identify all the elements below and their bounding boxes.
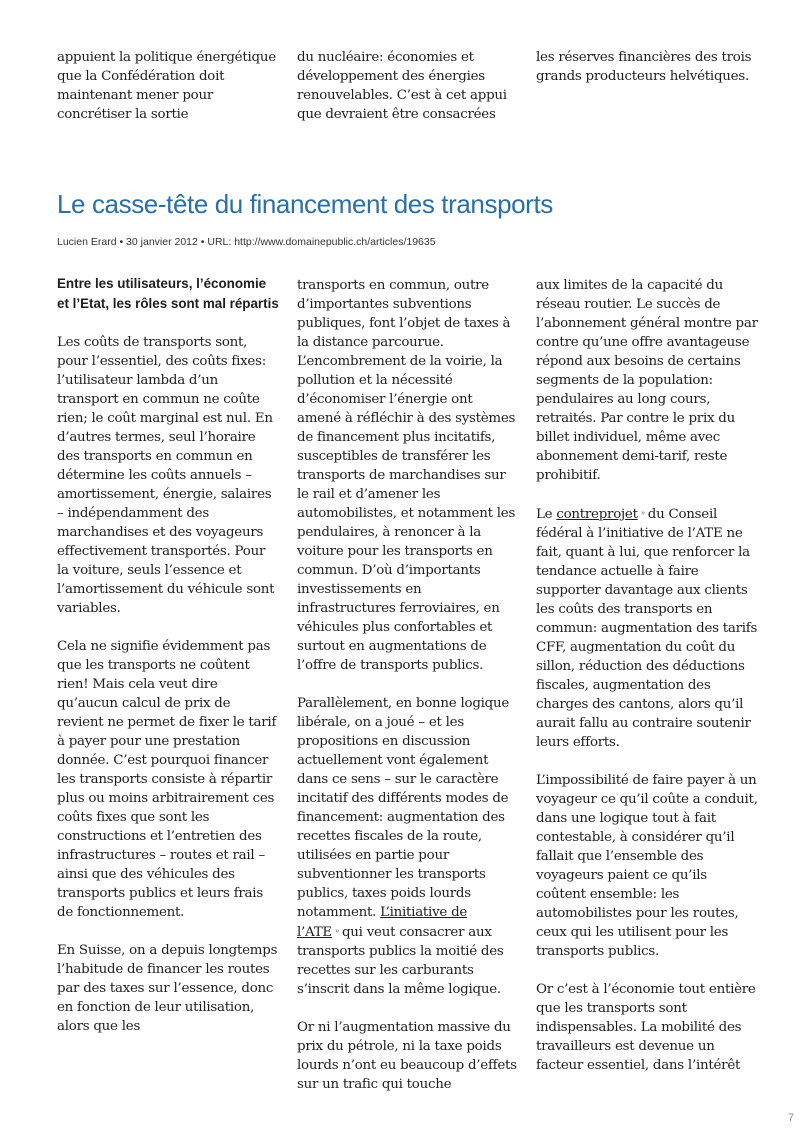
paragraph: En Suisse, on a depuis longtemps l’habitude de financer les routes par des taxes sur l’essence, donc en fonction de leur utilisation, alors que les bbox=[57, 943, 278, 1034]
article-column-2 bbox=[297, 276, 519, 1094]
prev-article-text: du nucléaire: économies et développement des énergies renouvelables. C’est à cet appui que devraient être consacrées bbox=[297, 50, 507, 122]
page-number: 7 bbox=[787, 1112, 794, 1124]
paragraph: aux limites de la capacité du réseau routier. Le succès de l’abonnement général montre par contre qu’une offre avantageuse répond aux besoins de certains segments de la population: pendulaires au long cours, retraités. Par contre le prix du billet individuel, même avec abonnement demi-tarif, reste prohibitif. bbox=[536, 278, 758, 483]
paragraph bbox=[297, 694, 519, 999]
paragraph: transports en commun, outre d’importantes subventions publiques, font l’objet de taxes à la distance parcourue. L’encombrement de la voirie, la pollution et la nécessité d’économiser l’énergie ont amené à réfléchir à des systèmes de financement plus incitatifs, susceptibles de transférer les transports de marchandises sur le rail et d’amener les automobilistes, et notamment les pendulaires, à renoncer à la voiture pour les transports en commun. D’où d’importants investissements en infrastructures ferroviaires, en véhicules plus confortables et surtout en augmentations de l’offre de transports publics. bbox=[297, 278, 516, 673]
article-lead: Entre les utilisateurs, l’économie et l’Etat, les rôles sont mal répartis bbox=[57, 276, 279, 311]
paragraph: Cela ne signifie évidemment pas que les transports ne coûtent rien! Mais cela veut dire qu’aucun calcul de prix de revient ne permet de fixer le tarif à payer pour une prestation donnée. C’est pourquoi financer les transports consiste à répartir plus ou moins arbitrairement ces coûts fixes que sont les constructions et l’entretien des infrastructures – routes et rail – ainsi que des véhicules des transports publics et leurs frais de fonctionnement. bbox=[57, 639, 277, 920]
paragraph: L’impossibilité de faire payer à un voyageur ce qu’il coûte a conduit, dans une logique tout à fait contestable, à considérer qu’il fallait que l’ensemble des voyageurs paient ce qu’ils coûtent ensemble: les automobilistes pour les routes, ceux qui les utilisent pour les transports publics. bbox=[536, 773, 758, 959]
paragraph bbox=[536, 504, 758, 752]
paragraph: Or c’est à l’économie tout entière que les transports sont indispensables. La mobilité des travailleurs est devenue un facteur essentiel, dans l’intérêt bbox=[536, 982, 756, 1073]
prev-article-column-3 bbox=[536, 48, 758, 86]
prev-article-column-2 bbox=[297, 48, 519, 124]
paragraph-text: Parallèlement, en bonne logique libérale, on a joué – et les propositions en discussion actuellement vont également dans ce sens – sur le caractère incitatif des différents modes de financement: augmentation des recettes fiscales de la route, utilisées en partie pour subventionner les transports publics, taxes poids lourds notamment. bbox=[297, 696, 510, 920]
contreprojet-link[interactable]: contreprojet bbox=[556, 507, 638, 522]
external-link-icon: » bbox=[334, 927, 339, 935]
prev-article-column-1 bbox=[57, 48, 279, 124]
external-link-icon: » bbox=[640, 509, 645, 517]
ate-initiative-link[interactable]: L’initiative de l’ATE bbox=[297, 905, 468, 940]
paragraph-text: qui veut consacrer aux transports publics la moitié des recettes sur les carburants s’inscrit dans la même logique. bbox=[297, 925, 504, 997]
paragraph: Les coûts de transports sont, pour l’essentiel, des coûts fixes: l’utilisateur lambda d’un transport en commun ne coûte rien; le coût marginal est nul. En d’autres termes, seul l’horaire des transports en commun en détermine les coûts annuels – amortissement, énergie, salaires – indépendamment des marchandises et des voyageurs effectivement transportés. Pour la voiture, seuls l’essence et l’amortissement du véhicule sont variables. bbox=[57, 335, 275, 616]
article-byline: Lucien Erard • 30 janvier 2012 • URL: http://www.domainepublic.ch/articles/19635 bbox=[57, 236, 436, 248]
paragraph: Or ni l’augmentation massive du prix du pétrole, ni la taxe poids lourds n’ont eu beaucoup d’effets sur un trafic qui touche bbox=[297, 1020, 517, 1092]
prev-article-text: les réserves financières des trois grands producteurs helvétiques. bbox=[536, 50, 752, 84]
article-column-1 bbox=[57, 274, 279, 1036]
article-column-3 bbox=[536, 276, 758, 1075]
article-title: Le casse-tête du financement des transports bbox=[57, 189, 553, 219]
paragraph-text: du Conseil fédéral à l’initiative de l’ATE ne fait, quant à lui, que renforcer la tendance actuelle à faire supporter davantage aux clients les coûts des transports en commun: augmentation des tarifs CFF, augmentation du coût du sillon, réduction des déductions fiscales, augmentation des charges des cantons, alors qu’il aurait fallu au contraire soutenir leurs efforts. bbox=[536, 507, 758, 750]
paragraph-text: Le bbox=[536, 507, 553, 522]
prev-article-text: appuient la politique énergétique que la Confédération doit maintenant mener pour concrétiser la sortie bbox=[57, 50, 276, 122]
